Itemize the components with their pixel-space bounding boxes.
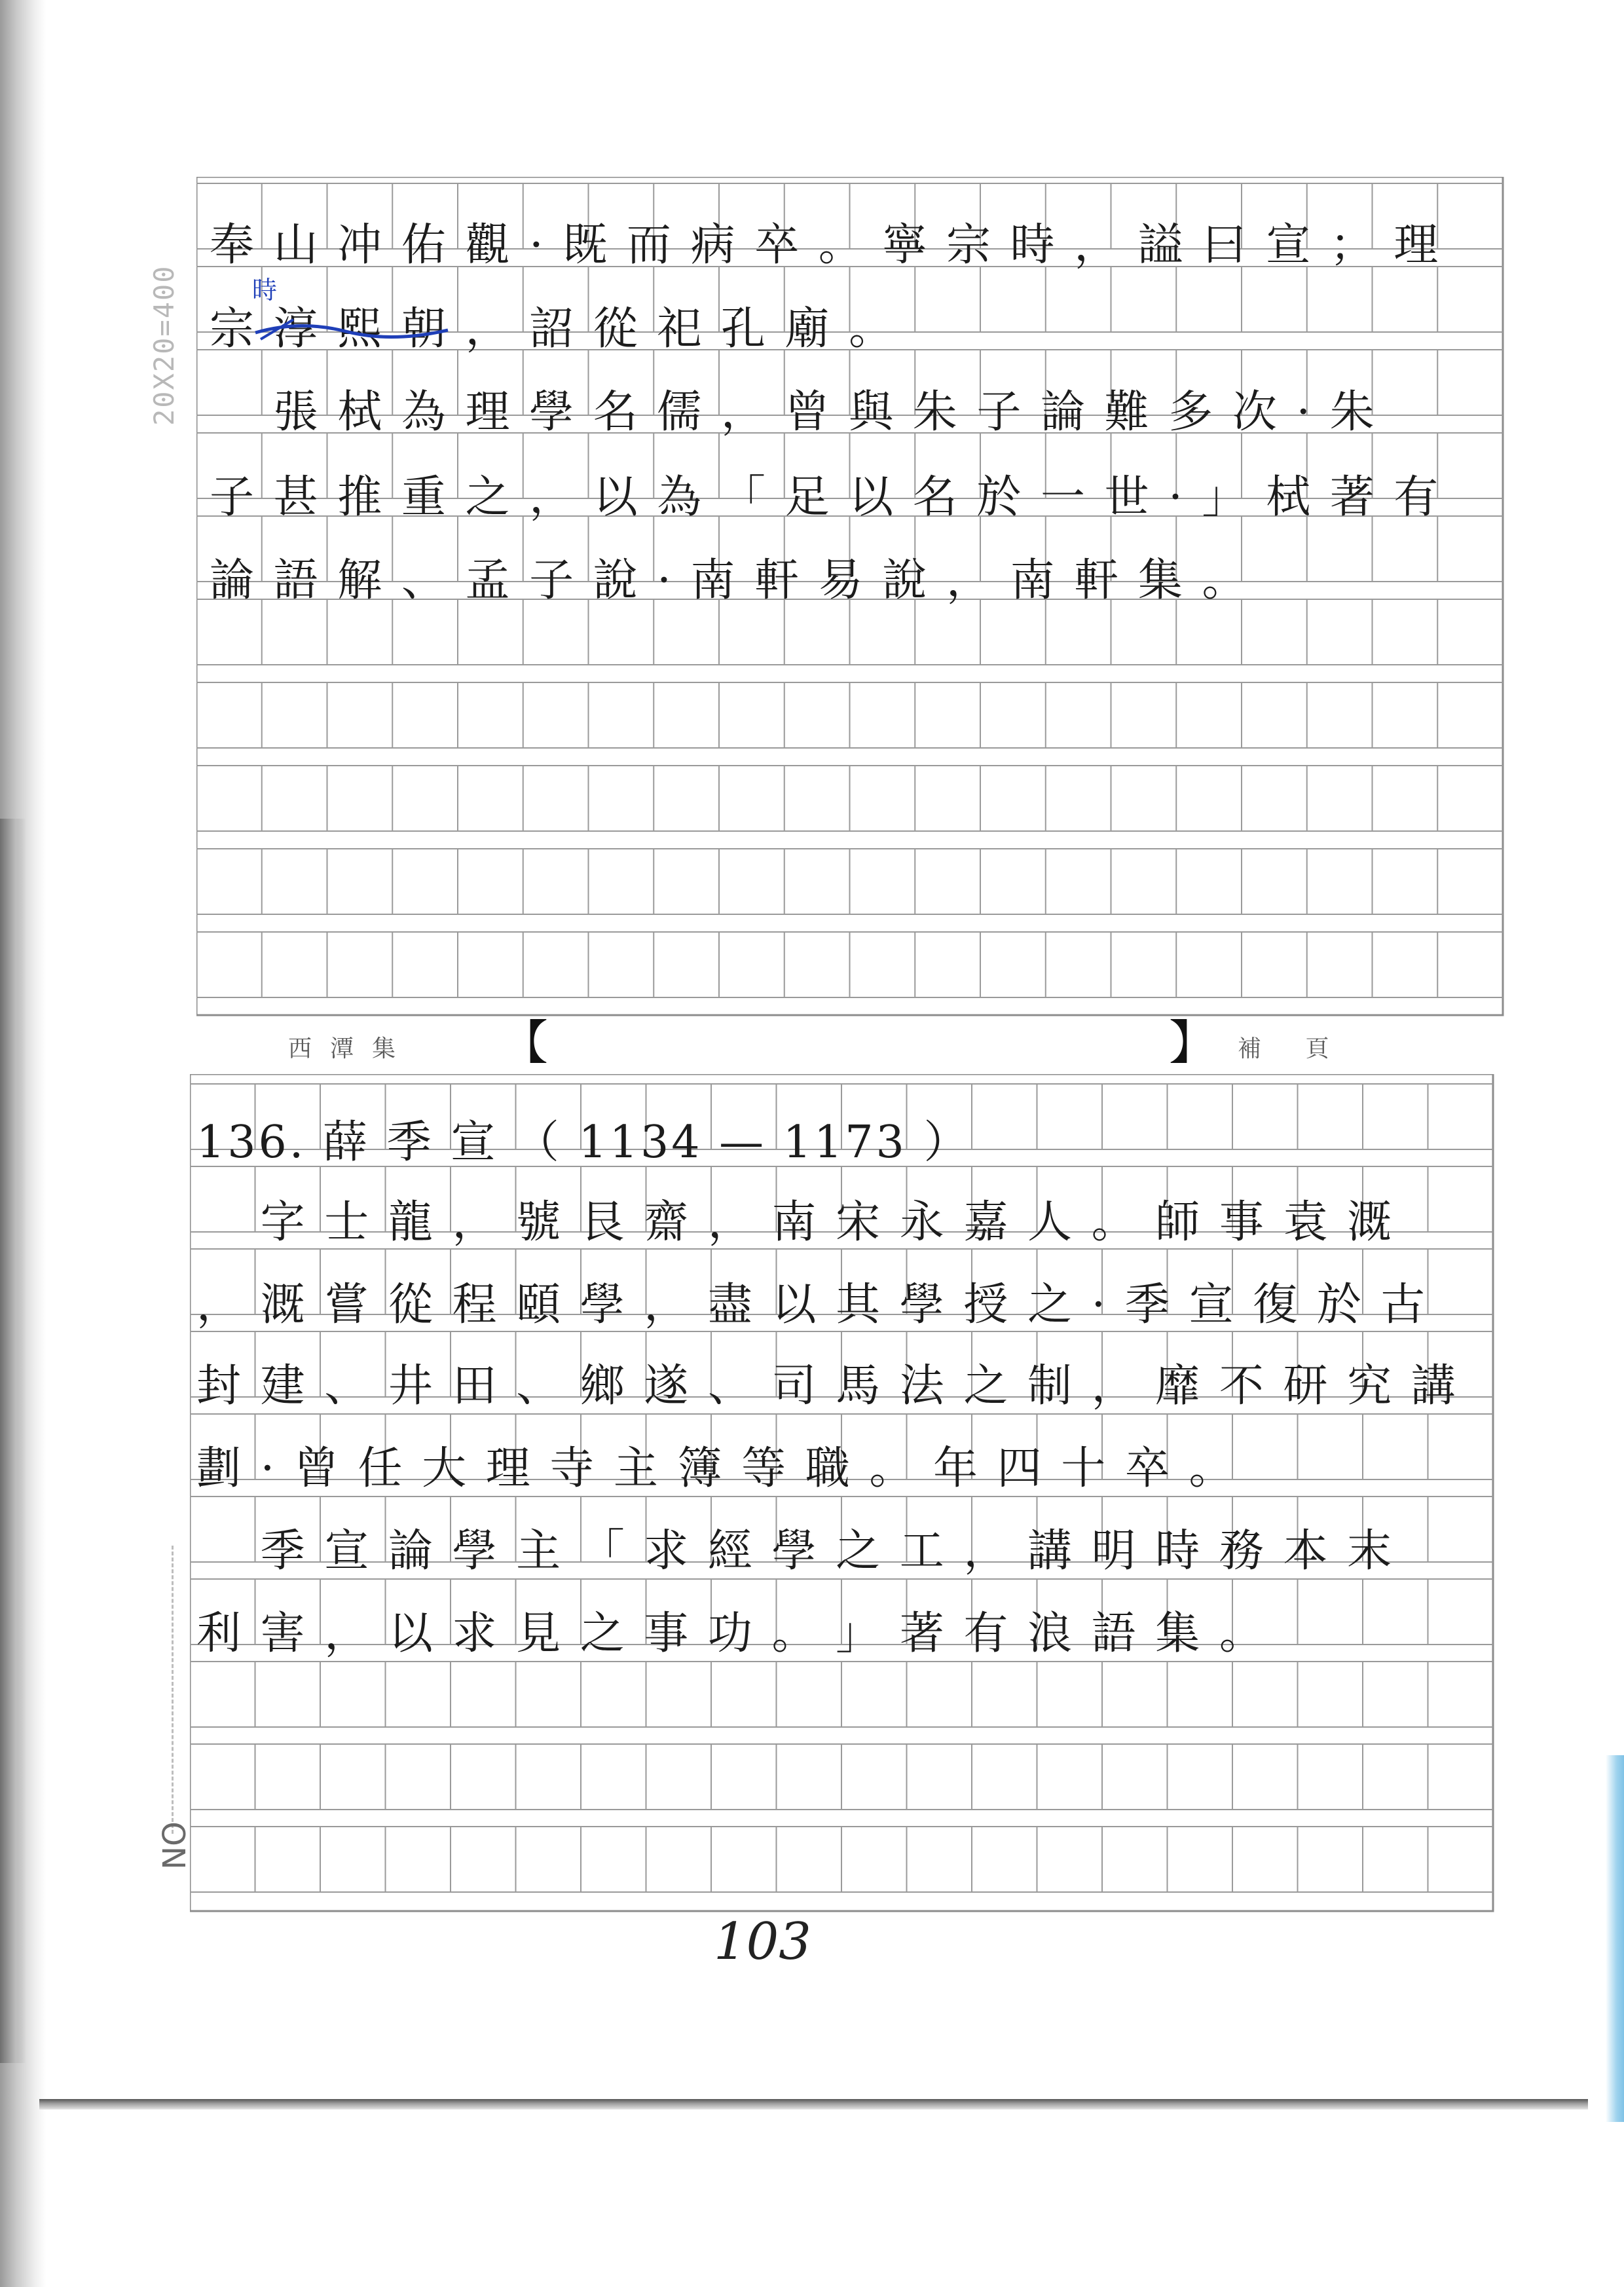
inserted-correction: 時 [252,276,278,305]
page-number: 103 [714,1912,811,1971]
side-mark: NO [156,1821,193,1870]
bottom-line-6: 利 害 ， 以 求 見 之 事 功 。 」 著 有 浪 語 集 。 [196,1608,1266,1660]
paper-spec-label: 20X20=400 [148,265,180,426]
bottom-line-2: ， 溉 嘗 從 程 頤 學 ， 盡 以 其 學 授 之 · 季 宣 復 於 古 [196,1279,1428,1331]
fold-label-right: 補 頁 [1238,1035,1348,1062]
strikethrough-mark [254,313,451,352]
bottom-line-4: 劃 · 曾 任 大 理 寺 主 簿 等 職 。 年 四 十 卒 。 [196,1443,1236,1495]
bottom-line-5: 季 宣 論 學 主 「 求 經 學 之 工 ， 講 明 時 務 本 末 [196,1525,1395,1577]
cut-line [172,1546,174,1834]
fold-bracket-right-icon: 】 [1169,1015,1217,1070]
scan-edge-strip [1606,1755,1624,2122]
fold-band [196,1012,1500,1074]
fold-label-left: 西潭集 [288,1035,415,1062]
top-line-1: 奉 山 冲 佑 觀 · 既 而 病 卒 。 寧 宗 時 ， 謚 曰 宣 ； 理 [210,219,1441,271]
bottom-line-1: 字 士 龍 ， 號 艮 齋 ， 南 宋 永 嘉 人 。 師 事 袁 溉 [196,1197,1395,1248]
top-line-2: 宗 淳 熙 朝 ， 詔 從 祀 孔 廟 。 [210,303,896,355]
top-line-5: 論 語 解 、 孟 子 說 · 南 軒 易 說 ， 南 軒 集 。 [210,555,1249,606]
bottom-line-3: 封 建 、 井 田 、 鄉 遂 、 司 馬 法 之 制 ， 靡 不 研 究 講 [196,1360,1458,1412]
scan-shadow-dark [0,819,26,2063]
top-line-3: 張 栻 為 理 學 名 儒 ， 曾 與 朱 子 論 難 多 次 · 朱 [210,386,1377,438]
fold-bracket-left-icon: 【 [501,1015,549,1070]
section-heading: 136. 薛 季 宣 （ 1134 — 1173 ） [196,1117,971,1168]
page-bottom-edge [39,2099,1588,2110]
top-line-4: 子 甚 推 重 之 ， 以 為 「 足 以 名 於 一 世 · 」 栻 著 有 [210,472,1441,523]
